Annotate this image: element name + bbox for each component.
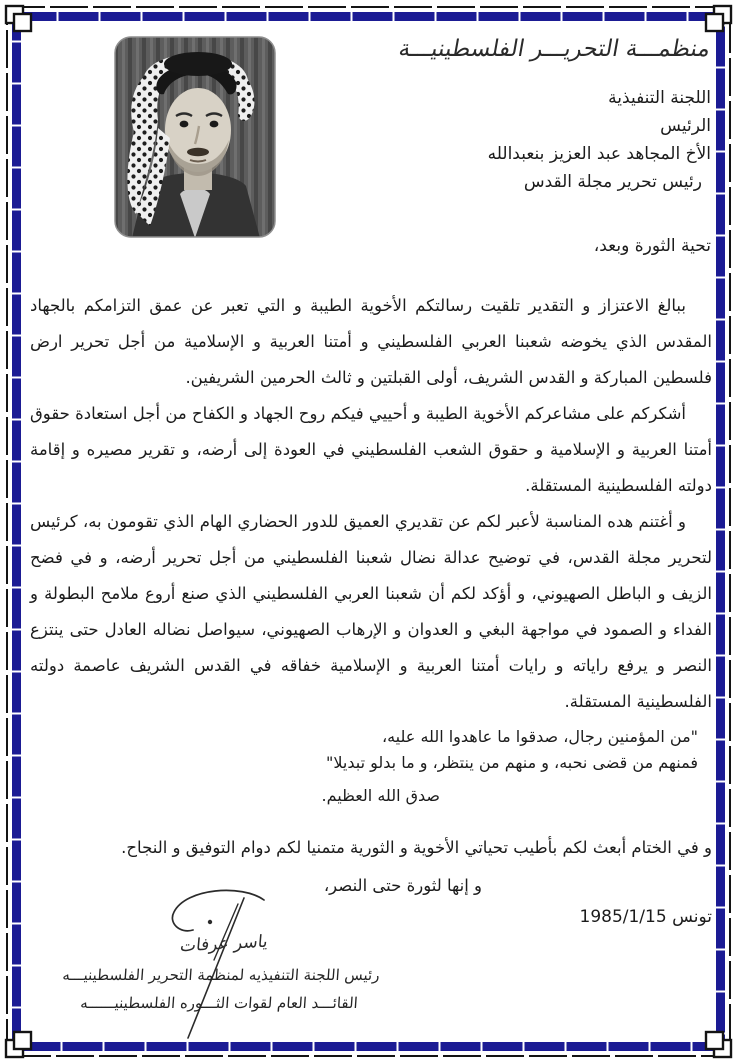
recipient-title-line: رئيس تحرير مجلة القدس: [523, 172, 702, 192]
arafat-portrait-photo: [114, 36, 276, 238]
closing-line-1: و في الختام أبعث لكم بأطيب تحياتي الأخوية و الثورية متمنيا لكم دوام التوفيق و النجاح.: [121, 838, 712, 857]
dateline-date: 1985/1/15: [579, 907, 667, 927]
paragraph-1: ببالغ الاعتزاز و التقدير تلقيت رسالتكم الأخوية الطيبة و التي تعبر عن عمق التزامكم بالجهاد المقدس الذي يخوضه شعبنا العربي الفلسطيني و أمتنا العربية و الإسلامية من أجل تحرير ارض فلسطين المباركة و القدس الشريف، أولى القبلتين و ثالث الحرمين الشريفين.: [30, 296, 712, 387]
paragraph-2: أشكركم على مشاعركم الأخوية الطيبة و أحييي فيكم روح الجهاد و الكفاح من أجل استعادة حقوق أمتنا العربية و الإسلامية و حقوق الشعب الفلسطيني في العودة إلى أرضه، و تقرير مصيره و إقامة دولته الفلسطينية المستقلة.: [30, 404, 712, 495]
letter-body: [30, 288, 712, 931]
committee-line: اللجنة التنفيذية: [608, 88, 711, 108]
chairman-line: الرئيس: [660, 116, 711, 136]
recipient-line: الأخ المجاهد عبد العزيز بنعبدالله: [487, 144, 711, 164]
quran-quote-block: [30, 724, 698, 809]
signature-title-2: القائـــد العام لقوات الثـــوره الفلسطينيــــــه: [79, 993, 359, 1012]
signature-titles: [36, 962, 404, 1017]
closing-line-2: و إنها لثورة حتى النصر،: [323, 876, 482, 895]
organization-calligraphy: منظمـــة التحريـــر الفلسطينيـــة: [396, 36, 713, 62]
letterhead-block: [488, 84, 711, 196]
signature-block: [28, 888, 428, 1058]
quote-attribution: صدق الله العظيم.: [321, 786, 440, 805]
paragraph-3: و أغتنم هده المناسبة لأعبر لكم عن تقديري العميق للدور الحضاري الهام الذي تقومون به، كرئيس لتحرير مجلة القدس، في توضيح عدالة نضال شعبنا الفلسطيني من أجل تحرير أرضه، و في فضح الزيف و الباطل الصهيوني، و أؤكد لكم أن شعبنا العربي الفلسطيني الذي صنع أروع ملامح البطولة و الفداء و الصمود في مواجهة البغي و العدوان و الإرهاب الصهيوني، سيواصل نضاله العادل حتى ينتزع النصر و يرفع راياته و رايات أمتنا العربية و الإسلامية خفاقه في القدس الشريف عاصمة دولته الفلسطينية المستقلة.: [30, 512, 712, 711]
dateline-city: تونس: [672, 907, 712, 927]
quote-line-2: فمنهم من قضى نحبه، و منهم من ينتظر، و ما بدلو تبديلا": [326, 753, 698, 772]
signature-title-1: رئيس اللجنة التنفيذيه لمنظمة التحرير الفلسطينيـــه: [61, 966, 381, 984]
greeting-line: تحية الثورة وبعد،: [593, 236, 711, 256]
signature-name: ياسر عرفات: [179, 931, 269, 957]
quote-line-1: "من المؤمنين رجال، صدقوا ما عاهدوا الله عليه،: [381, 727, 698, 746]
